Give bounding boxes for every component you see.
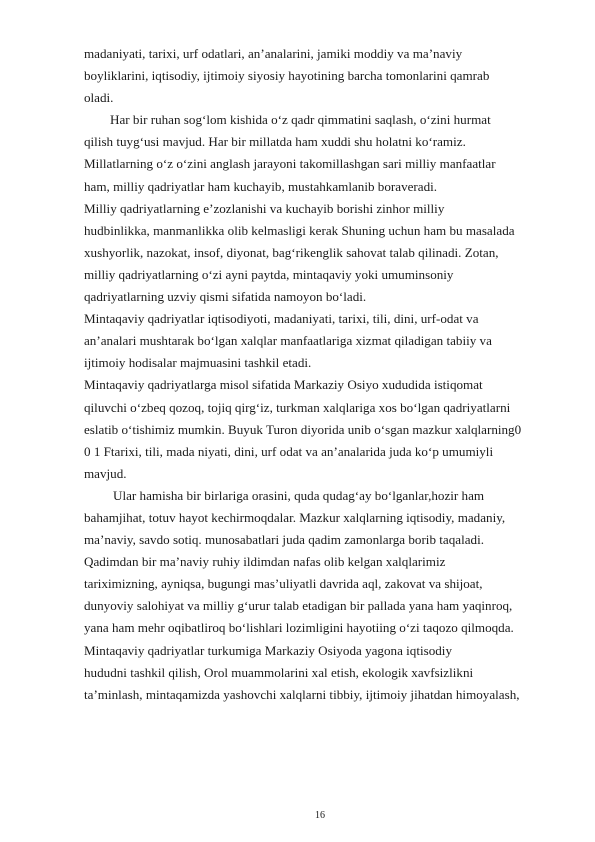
text-line: bahamjihat, totuv hayot kechirmoqdalar. Mazkur xalqlarning iqtisodiy, madaniy, (84, 509, 506, 525)
text-line: tariximizning, ayniqsa, bugungi mas’uliyatli davrida aql, zakovat va shijoat, (84, 576, 483, 592)
text-line: oladi. (84, 90, 114, 106)
text-line: boyliklarini, iqtisodiy, ijtimoiy siyosiy hayotining barcha tomonlarini qamrab (84, 68, 490, 84)
text-line: qiluvchi o‘zbeq qozoq, tojiq qirg‘iz, turkman xalqlariga xos bo‘lgan qadriyatlarni (84, 399, 511, 415)
paragraph-first-line: Mintaqaviy qadriyatlarga misol sifatida Markaziy Osiyo xududida istiqomat (84, 377, 483, 393)
text-line: eslatib o‘tishimiz mumkin. Buyuk Turon diyorida unib o‘sgan mazkur xalqlarning0 (84, 421, 522, 437)
text-line: dunyoviy salohiyat va milliy g‘urur talab etadigan bir pallada yana ham yaqinroq, (84, 598, 513, 614)
text-line: xushyorlik, nazokat, insof, diyonat, bag‘rikenglik sahovat talab qilinadi. Zotan, (84, 244, 499, 260)
text-line: yana ham mehr oqibatliroq bo‘lishlari lozimligini hayotiing o‘zi taqozo qilmoqda. (84, 620, 514, 636)
text-line: qadriyatlarning uzviy qismi sifatida namoyon bo‘ladi. (84, 289, 367, 305)
paragraph-first-line: Ular hamisha bir birlariga orasini, quda qudag‘ay bo‘lganlar,hozir ham (113, 487, 485, 503)
text-line: ma’naviy, savdo sotiq. munosabatlari juda qadim zamonlarga borib taqaladi. (84, 532, 484, 548)
text-line: 0 1 Ftarixi, tili, mada niyati, dini, urf odat va an’analarida juda ko‘p umumiyli (84, 443, 494, 459)
paragraph-first-line: Milliy qadriyatlarning e’zozlanishi va kuchayib borishi zinhor milliy (84, 200, 445, 216)
paragraph-first-line: Mintaqaviy qadriyatlar iqtisodiyoti, madaniyati, tarixi, tili, dini, urf-odat va (84, 311, 479, 327)
text-line: ta’minlash, mintaqamizda yashovchi xalqlarni tibbiy, ijtimoiy jihatdan himoyalash, (84, 686, 520, 702)
paragraph-first-line: Har bir ruhan sog‘lom kishida o‘z qadr qimmatini saqlash, o‘zini hurmat (110, 112, 491, 128)
text-line: milliy qadriyatlarning o‘zi ayni paytda, mintaqaviy yoki umuminsoniy (84, 266, 454, 282)
text-line: ijtimoiy hodisalar majmuasini tashkil etadi. (84, 355, 312, 371)
text-line: mavjud. (84, 465, 127, 481)
text-line: madaniyati, tarixi, urf odatlari, an’analarini, jamiki moddiy va ma’naviy (84, 46, 463, 61)
text-line: Qadimdan bir ma’naviy ruhiy ildimdan nafas olib kelgan xalqlarimiz (84, 554, 446, 570)
page-number: 16 (315, 810, 325, 821)
text-line: an’analari mushtarak bo‘lgan xalqlar manfaatlariga xizmat qiladigan tabiiy va (84, 333, 492, 349)
paragraph-first-line: Mintaqaviy qadriyatlar turkumiga Markaziy Osiyoda yagona iqtisodiy (84, 642, 452, 658)
text-line: Millatlarning o‘z o‘zini anglash jarayoni takomillashgan sari milliy manfaatlar (84, 156, 496, 172)
text-line: qilish tuyg‘usi mavjud. Har bir millatda ham xuddi shu holatni ko‘ramiz. (84, 134, 466, 150)
text-line: hudbinlikka, manmanlikka olib kelmasligi kerak Shuning uchun ham bu masalada (84, 222, 515, 238)
body-text (84, 43, 554, 706)
text-line: hududni tashkil qilish, Orol muammolarini xal etish, ekologik xavfsizlikni (84, 664, 474, 680)
text-line: ham, milliy qadriyatlar ham kuchayib, mustahkamlanib boraveradi. (84, 178, 438, 194)
